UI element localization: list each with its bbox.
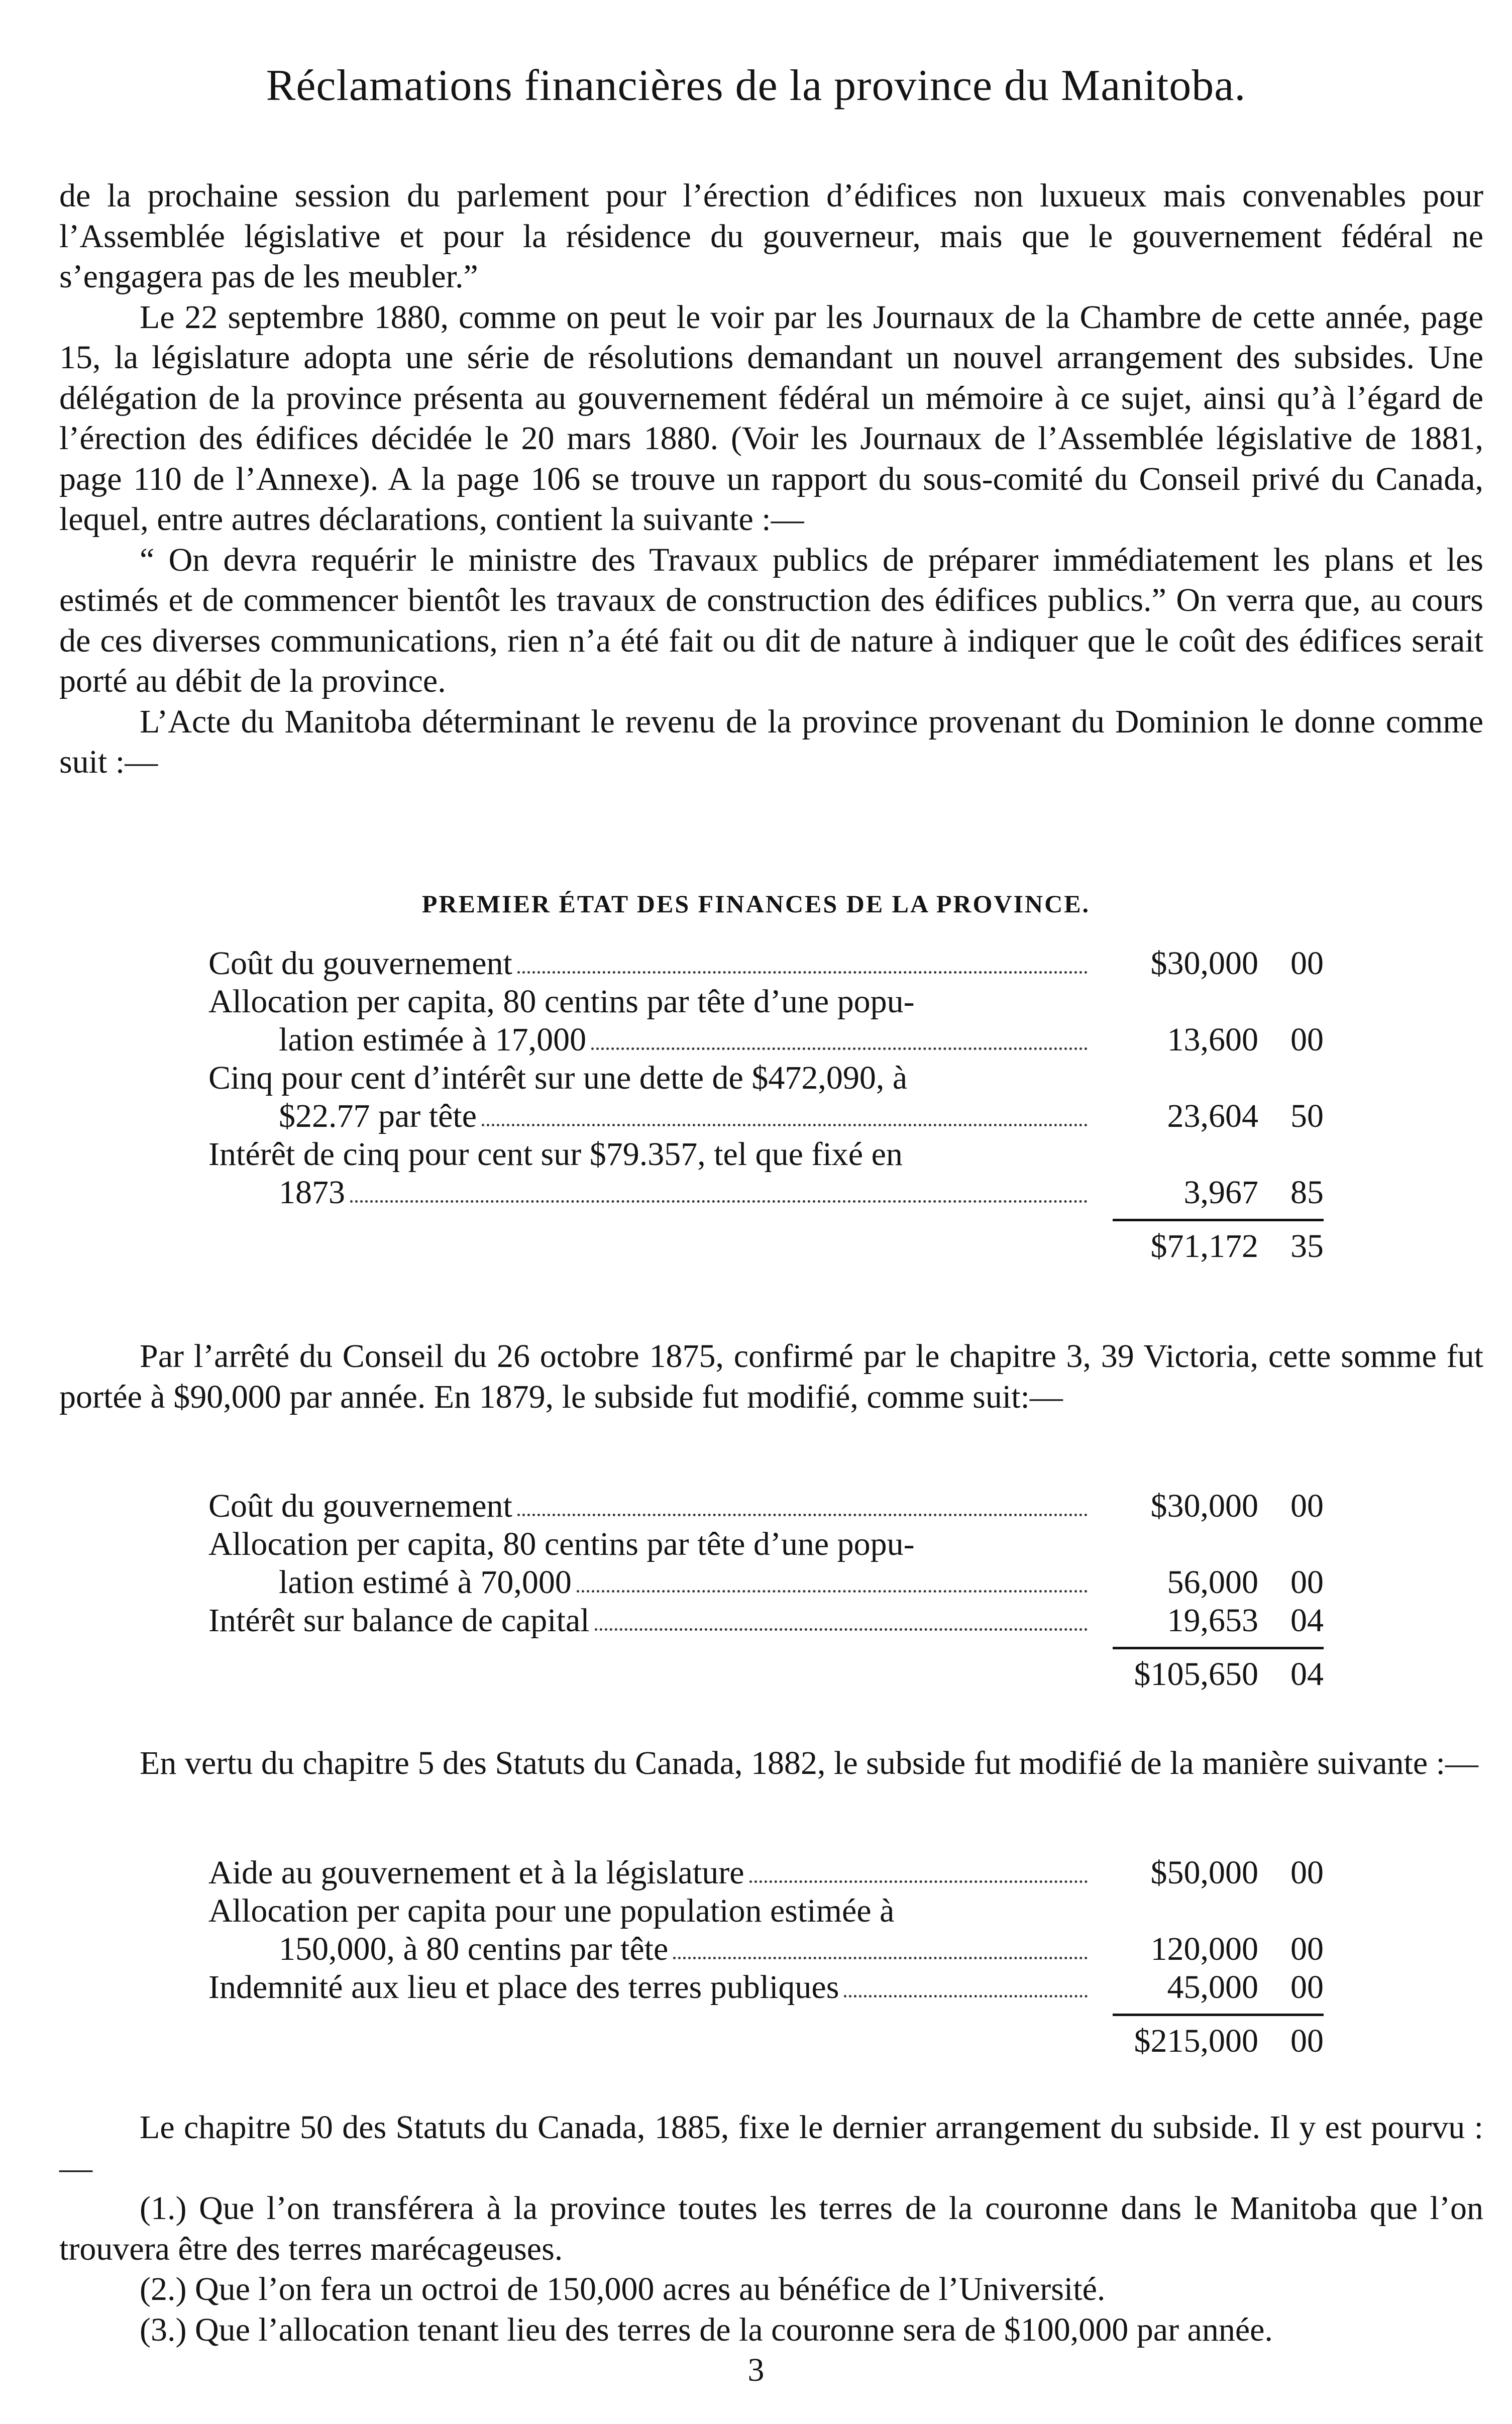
dot-leader <box>517 1514 1088 1516</box>
row-label-line1: Cinq pour cent d’intérêt sur une dette de $472,090, à <box>208 1060 908 1096</box>
ledger-row <box>208 1854 1324 1892</box>
ledger-row <box>208 1930 1324 1968</box>
row-label-line2: lation estimé à 70,000 <box>279 1564 572 1601</box>
running-title: Réclamations financières de la province du Manitoba. <box>266 61 1246 110</box>
dot-leader <box>577 1590 1088 1593</box>
statement-total <box>208 2022 1324 2060</box>
financial-statement-1 <box>208 944 1324 1266</box>
row-cents: 00 <box>1290 1854 1324 1891</box>
financial-statement-3 <box>208 1854 1324 2060</box>
row-label-line2: $22.77 par tête <box>279 1098 477 1134</box>
total-rule <box>1113 1647 1324 1649</box>
row-cents: 04 <box>1290 1602 1324 1639</box>
paragraph-1885 <box>59 2107 1483 2350</box>
row-dollars: $50,000 <box>1150 1854 1258 1891</box>
row-label-line1: Intérêt de cinq pour cent sur $79.357, tel que fixé en <box>208 1136 903 1173</box>
row-cents: 00 <box>1290 1488 1324 1524</box>
total-cents: 35 <box>1290 1228 1324 1264</box>
dot-leader <box>844 1995 1088 1997</box>
row-label: Aide au gouvernement et à la législature <box>208 1854 744 1891</box>
row-label: Coût du gouvernement <box>208 945 512 982</box>
ledger-row <box>208 1174 1324 1212</box>
row-label-line1: Allocation per capita pour une population estimée à <box>208 1892 895 1929</box>
row-label: Indemnité aux lieu et place des terres publiques <box>208 1969 839 2006</box>
total-cents: 00 <box>1290 2023 1324 2059</box>
ledger-row <box>208 1968 1324 2007</box>
list-item: (2.) Que l’on fera un octroi de 150,000 acres au bénéfice de l’Université. <box>140 2271 1106 2307</box>
row-label-line1: Allocation per capita, 80 centins par tête d’une popu- <box>208 983 915 1020</box>
total-rule <box>1113 2014 1324 2016</box>
statement-title: PREMIER ÉTAT DES FINANCES DE LA PROVINCE. <box>421 890 1091 918</box>
dot-leader <box>749 1880 1088 1883</box>
row-dollars: 45,000 <box>1167 1969 1258 2006</box>
row-dollars: 19,653 <box>1167 1602 1258 1639</box>
row-label: Coût du gouvernement <box>208 1488 512 1524</box>
row-dollars: 3,967 <box>1183 1174 1258 1211</box>
paragraph: de la prochaine session du parlement pour l’érection d’édifices non luxueux mais convenables pour l’Assemblée législative et pour la résidence du gouverneur, mais que le gouvernement fédéral ne s’engagera pas de les meubler.” <box>59 177 1483 295</box>
row-dollars: $30,000 <box>1150 945 1258 982</box>
row-label: Intérêt sur balance de capital <box>208 1602 590 1639</box>
paragraph: Par l’arrêté du Conseil du 26 octobre 1875, confirmé par le chapitre 3, 39 Victoria, cette somme fut portée à $90,000 par année. En 1879, le subside fut modifié, comme suit:— <box>59 1338 1483 1415</box>
total-dollars: $105,650 <box>1134 1656 1258 1693</box>
row-cents: 00 <box>1290 1969 1324 2006</box>
quoted-paragraph: “ On devra requérir le ministre des Travaux publics de préparer immédiatement les plans et les estimés et de commencer bientôt les travaux de construction des édifices publics.” On verra que, au cours de ces diverses communications, rien n’a été fait ou dit de nature à indiquer que le coût des édifices serait porté au débit de la province. <box>59 541 1483 699</box>
row-cents: 00 <box>1290 1564 1324 1601</box>
row-cents: 00 <box>1290 945 1324 982</box>
row-dollars: 13,600 <box>1167 1021 1258 1058</box>
ledger-row <box>208 944 1324 983</box>
intro-text <box>59 176 1483 783</box>
statement-total <box>208 1227 1324 1266</box>
row-cents: 85 <box>1290 1174 1324 1211</box>
paragraph: L’Acte du Manitoba déterminant le revenu de la province provenant du Dominion le donne comme suit :— <box>59 703 1483 780</box>
list-item: (1.) Que l’on transférera à la province toutes les terres de la couronne dans le Manitoba que l’on trouvera être des terres marécageuses. <box>59 2190 1483 2267</box>
row-label-line2: 1873 <box>279 1174 345 1211</box>
row-dollars: 23,604 <box>1167 1098 1258 1134</box>
row-label-line1: Allocation per capita, 80 centins par tête d’une popu- <box>208 1526 915 1562</box>
total-dollars: $71,172 <box>1150 1228 1258 1264</box>
total-cents: 04 <box>1290 1656 1324 1693</box>
dot-leader <box>517 971 1088 974</box>
ledger-row <box>208 1563 1324 1602</box>
page-number: 3 <box>747 2352 765 2388</box>
paragraph: En vertu du chapitre 5 des Statuts du Canada, 1882, le subside fut modifié de la manière suivante :— <box>140 1745 1479 1781</box>
dot-leader <box>482 1124 1088 1126</box>
paragraph: Le 22 septembre 1880, comme on peut le voir par les Journaux de la Chambre de cette année, page 15, la législature adopta une série de résolutions demandant un nouvel arrangement des subsides. Une délégation de la province présenta au gouvernement fédéral un mémoire à ce sujet, ainsi qu’à l’égard de l’érection des édifices décidée le 20 mars 1880. (Voir les Journaux de l’Assemblée législative de 1881, page 110 de l’Annexe). A la page 106 se trouve un rapport du sous-comité du Conseil privé du Canada, lequel, entre autres déclarations, contient la suivante :— <box>59 298 1483 538</box>
row-dollars: 120,000 <box>1150 1931 1258 1967</box>
list-item: (3.) Que l’allocation tenant lieu des terres de la couronne sera de $100,000 par année. <box>140 2311 1273 2348</box>
dot-leader <box>595 1628 1088 1631</box>
row-dollars: 56,000 <box>1167 1564 1258 1601</box>
total-rule <box>1113 1219 1324 1221</box>
statement-total <box>208 1655 1324 1694</box>
row-cents: 00 <box>1290 1021 1324 1058</box>
row-cents: 00 <box>1290 1931 1324 1967</box>
paragraph-1875 <box>59 1336 1483 1417</box>
dot-leader <box>591 1047 1088 1050</box>
row-dollars: $30,000 <box>1150 1488 1258 1524</box>
row-cents: 50 <box>1290 1098 1324 1134</box>
financial-statement-2 <box>208 1487 1324 1694</box>
paragraph: Le chapitre 50 des Statuts du Canada, 1885, fixe le dernier arrangement du subside. Il y est pourvu :— <box>59 2109 1483 2186</box>
ledger-row <box>208 1097 1324 1135</box>
row-label-line2: lation estimée à 17,000 <box>279 1021 587 1058</box>
row-label-line2: 150,000, à 80 centins par tête <box>279 1931 669 1967</box>
ledger-row <box>208 1487 1324 1525</box>
dot-leader <box>673 1957 1088 1959</box>
ledger-row <box>208 1021 1324 1059</box>
paragraph-1882 <box>59 1743 1483 1784</box>
dot-leader <box>350 1200 1088 1203</box>
total-dollars: $215,000 <box>1134 2023 1258 2059</box>
ledger-row <box>208 1602 1324 1640</box>
